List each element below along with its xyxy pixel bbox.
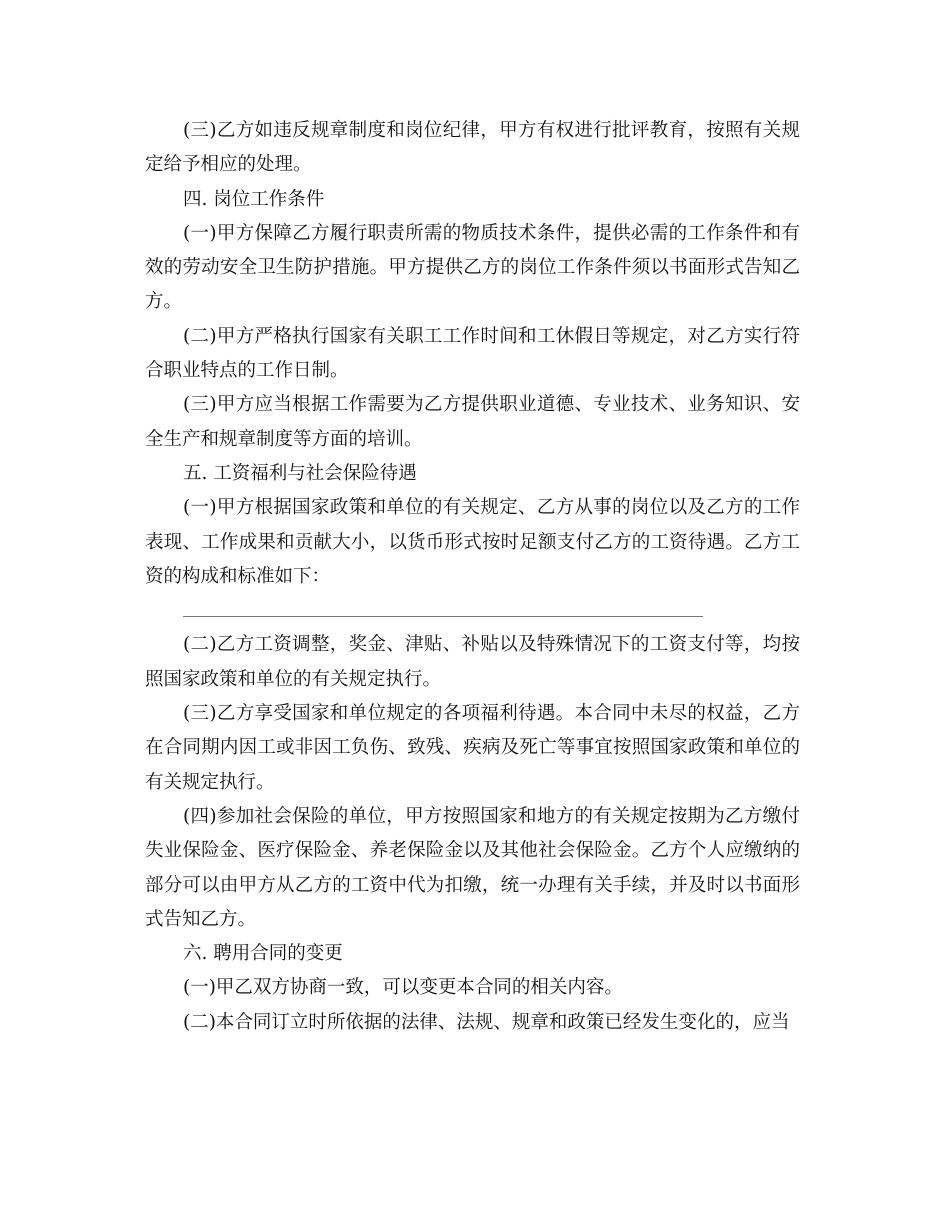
- paragraph-6-1: (一)甲乙双方协商一致，可以变更本合同的相关内容。: [183, 977, 623, 999]
- paragraph-3-3: (三)乙方如违反规章制度和岗位纪律，甲方有权进行批评教育，按照有关规定给予相应的处理。: [145, 120, 800, 176]
- paragraph-5-2: (二)乙方工资调整，奖金、津贴、补贴以及特殊情况下的工资支付等，均按照国家政策和单位的有关规定执行。: [145, 634, 800, 690]
- paragraph-5-4: (四)参加社会保险的单位，甲方按照国家和地方的有关规定按期为乙方缴付失业保险金、医疗保险金、养老保险金以及其他社会保险金。乙方个人应缴纳的部分可以由甲方从乙方的工资中代为扣缴，统一办理有关手续，并及时以书面形式告知乙方。: [145, 805, 800, 930]
- paragraph-4-1: (一)甲方保障乙方履行职责所需的物质技术条件，提供必需的工作条件和有效的劳动安全卫生防护措施。甲方提供乙方的岗位工作条件须以书面形式告知乙方。: [145, 222, 800, 313]
- section-heading-4: 四. 岗位工作条件: [183, 188, 325, 210]
- paragraph-5-3: (三)乙方享受国家和单位规定的各项福利待遇。本合同中未尽的权益，乙方在合同期内因工或非因工负伤、致残、疾病及死亡等事宜按照国家政策和单位的有关规定执行。: [145, 703, 800, 793]
- paragraph-6-2: (二)本合同订立时所依据的法律、法规、规章和政策已经发生变化的，应当: [183, 1011, 790, 1033]
- paragraph-4-2: (二)甲方严格执行国家有关职工工作时间和工休假日等规定，对乙方实行符合职业特点的工作日制。: [145, 325, 800, 382]
- section-heading-6: 六. 聘用合同的变更: [183, 943, 343, 965]
- salary-blank-line: [183, 594, 703, 628]
- document-page: [145, 114, 800, 1040]
- paragraph-4-3: (三)甲方应当根据工作需要为乙方提供职业道德、专业技术、业务知识、安全生产和规章制度等方面的培训。: [145, 394, 800, 450]
- section-heading-5: 五. 工资福利与社会保险待遇: [183, 462, 417, 484]
- paragraph-5-1: (一)甲方根据国家政策和单位的有关规定、乙方从事的岗位以及乙方的工作表现、工作成果和贡献大小，以货币形式按时足额支付乙方的工资待遇。乙方工资的构成和标准如下：: [145, 497, 800, 587]
